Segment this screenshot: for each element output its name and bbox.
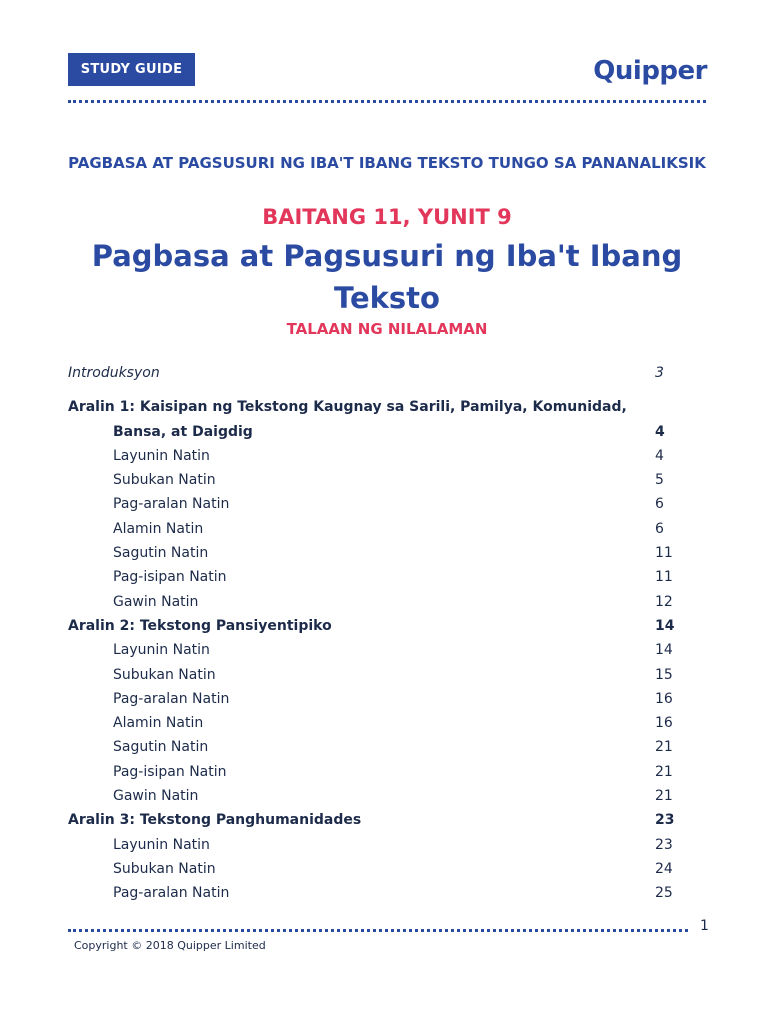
toc-subentry[interactable] (68, 784, 680, 808)
toc-label: Alamin Natin (113, 520, 204, 537)
toc-subentry[interactable] (68, 711, 680, 735)
toc-page: 23 (655, 812, 675, 829)
toc-label: Pag-aralan Natin (113, 496, 230, 513)
toc-page: 21 (655, 788, 673, 805)
toc-page: 6 (655, 496, 664, 513)
toc-page: 25 (655, 885, 673, 902)
toc-entry-intro[interactable] (68, 361, 680, 385)
toc-page: 16 (655, 690, 673, 707)
main-title: Pagbasa at Pagsusuri ng Iba't Ibang Teksto (91, 239, 683, 315)
toc-label: Pag-aralan Natin (113, 690, 230, 707)
toc-entry-aralin-3[interactable] (68, 808, 680, 832)
toc-label: Pag-isipan Natin (113, 569, 227, 586)
toc-label: Gawin Natin (113, 788, 199, 805)
toc-subentry[interactable] (68, 687, 680, 711)
toc-subentry[interactable] (68, 735, 680, 759)
page-number: 1 (700, 918, 709, 934)
toc-label: Gawin Natin (113, 593, 199, 610)
toc-page: 12 (655, 593, 673, 610)
toc-label: Layunin Natin (113, 642, 210, 659)
toc-label: Subukan Natin (113, 860, 216, 877)
toc-subentry[interactable] (68, 857, 680, 881)
toc-page: 14 (655, 642, 673, 659)
toc-page: 6 (655, 520, 664, 537)
toc-page: 21 (655, 739, 673, 756)
toc-subentry[interactable] (68, 541, 680, 565)
subject-title: PAGBASA AT PAGSUSURI NG IBA'T IBANG TEKSTO TUNGO SA PANANALIKSIK (68, 154, 706, 172)
toc-label: Sagutin Natin (113, 739, 209, 756)
toc-subentry[interactable] (68, 760, 680, 784)
toc-label: Introduksyon (68, 365, 160, 381)
top-dotted-divider (68, 100, 706, 103)
toc-entry-aralin-2[interactable] (68, 614, 680, 638)
toc-subentry[interactable] (68, 444, 680, 468)
toc-subentry[interactable] (68, 468, 680, 492)
toc-subentry[interactable] (68, 881, 680, 905)
toc-subentry[interactable] (68, 833, 680, 857)
toc-subentry[interactable] (68, 517, 680, 541)
toc-label: Bansa, at Daigdig (113, 423, 253, 440)
toc-label: Pag-isipan Natin (113, 763, 227, 780)
toc-page: 16 (655, 715, 673, 732)
toc-page: 24 (655, 860, 673, 877)
toc-page: 11 (655, 545, 673, 562)
toc-page: 5 (655, 472, 664, 489)
toc-label: Sagutin Natin (113, 545, 209, 562)
toc-subentry[interactable] (68, 492, 680, 516)
table-of-contents (68, 361, 680, 906)
toc-label: Aralin 3: Tekstong Panghumanidades (68, 812, 362, 829)
toc-label: Alamin Natin (113, 715, 204, 732)
toc-heading: TALAAN NG NILALAMAN (286, 320, 488, 338)
toc-page: 3 (655, 365, 664, 381)
toc-subentry[interactable] (68, 565, 680, 589)
toc-page: 11 (655, 569, 673, 586)
toc-page: 4 (655, 423, 665, 440)
toc-page: 15 (655, 666, 673, 683)
study-guide-badge: STUDY GUIDE (68, 53, 195, 86)
toc-label: Aralin 2: Tekstong Pansiyentipiko (68, 617, 332, 634)
toc-subentry[interactable] (68, 638, 680, 662)
bottom-dotted-divider (68, 929, 688, 932)
toc-page: 4 (655, 447, 664, 464)
toc-label: Aralin 1: Kaisipan ng Tekstong Kaugnay sa Sarili, Pamilya, Komunidad, (68, 399, 627, 416)
toc-label: Layunin Natin (113, 836, 210, 853)
quipper-logo: Quipper (593, 56, 707, 86)
copyright-notice: Copyright © 2018 Quipper Limited (74, 939, 266, 952)
toc-subentry[interactable] (68, 663, 680, 687)
toc-label: Subukan Natin (113, 472, 216, 489)
toc-entry-aralin-1-cont[interactable] (68, 420, 680, 444)
toc-label: Layunin Natin (113, 447, 210, 464)
toc-label: Pag-aralan Natin (113, 885, 230, 902)
toc-entry-aralin-1[interactable] (68, 395, 680, 419)
toc-page: 23 (655, 836, 673, 853)
toc-subentry[interactable] (68, 590, 680, 614)
toc-page: 14 (655, 617, 675, 634)
toc-page: 21 (655, 763, 673, 780)
toc-label: Subukan Natin (113, 666, 216, 683)
grade-unit-heading: BAITANG 11, YUNIT 9 (262, 205, 512, 229)
